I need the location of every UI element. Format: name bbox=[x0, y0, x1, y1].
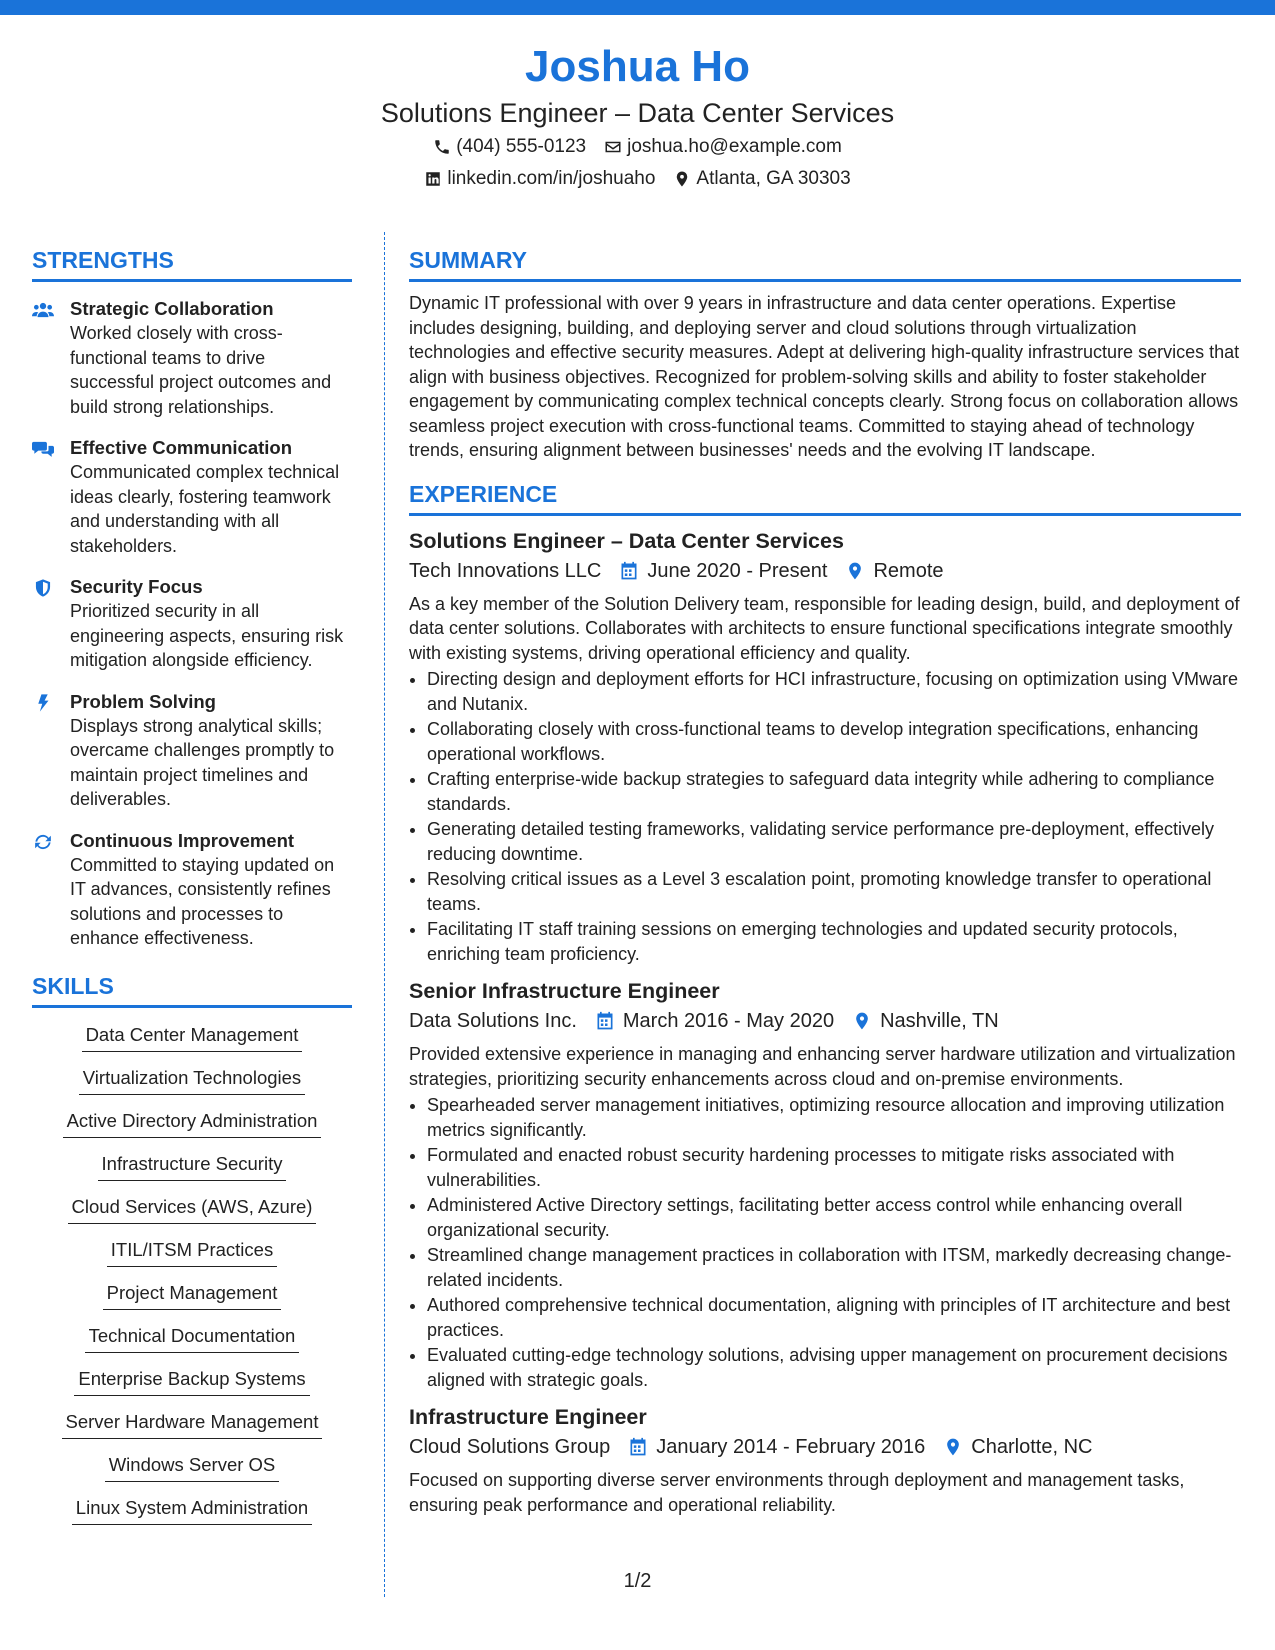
job-title: Infrastructure Engineer bbox=[409, 1405, 647, 1429]
candidate-name: Joshua Ho bbox=[525, 42, 750, 91]
job-bullets bbox=[409, 1093, 1241, 1392]
experience-heading: EXPERIENCE bbox=[409, 479, 1241, 516]
skill-item: Windows Server OS bbox=[105, 1452, 280, 1482]
company-name: Tech Innovations LLC bbox=[409, 559, 602, 582]
job-description: As a key member of the Solution Delivery team, responsible for leading design, build, and deployment of data center solutions. Collaborates with architects to ensure functional specifications integrate smoothly with existing systems, driving operational efficiency and quality. bbox=[409, 593, 1240, 663]
calendar-icon bbox=[628, 1437, 648, 1457]
map-pin-icon bbox=[845, 561, 865, 581]
skill-item: Data Center Management bbox=[82, 1022, 303, 1052]
list-item: • Directing design and deployment efforts for HCI infrastructure, focusing on optimization using VMware and Nutanix. bbox=[427, 667, 1241, 716]
strength-item bbox=[32, 828, 352, 951]
candidate-title: Solutions Engineer – Data Center Services bbox=[380, 98, 895, 128]
list-item: • Evaluated cutting-edge technology solutions, advising upper management on procurement decisions aligned with strategic goals. bbox=[427, 1343, 1241, 1392]
job-dates: January 2014 - February 2016 bbox=[656, 1436, 926, 1458]
list-item: • Authored comprehensive technical documentation, aligning with principles of IT architecture and best practices. bbox=[427, 1293, 1241, 1342]
strength-title: Problem Solving bbox=[70, 690, 216, 712]
list-item: • Facilitating IT staff training sessions on emerging technologies and updated security protocols, enriching team proficiency. bbox=[427, 917, 1241, 966]
list-item: • Resolving critical issues as a Level 3 escalation point, promoting knowledge transfer to operational teams. bbox=[427, 867, 1241, 916]
strength-title: Security Focus bbox=[70, 576, 203, 597]
list-item: • Collaborating closely with cross-functional teams to develop integration specifications, enhancing operational workflows. bbox=[427, 717, 1241, 766]
job-meta bbox=[409, 1006, 1241, 1036]
skills-list bbox=[32, 1022, 352, 1538]
phone-contact bbox=[433, 132, 586, 162]
location-contact bbox=[673, 164, 850, 194]
strength-title: Continuous Improvement bbox=[70, 829, 295, 851]
column-divider bbox=[384, 232, 385, 1597]
strength-item bbox=[32, 296, 352, 419]
bolt-icon bbox=[32, 693, 54, 713]
location-text: Atlanta, GA 30303 bbox=[696, 168, 851, 189]
list-item: • Administered Active Directory settings, facilitating better access control while enhancing overall organizational security. bbox=[427, 1193, 1241, 1242]
chat-icon bbox=[32, 439, 54, 459]
list-item: • Streamlined change management practices in collaboration with ITSM, markedly decreasing change-related incidents. bbox=[427, 1243, 1241, 1292]
strength-item bbox=[32, 435, 352, 558]
skills-heading: SKILLS bbox=[32, 971, 352, 1008]
skill-item: Virtualization Technologies bbox=[79, 1065, 305, 1095]
list-item: • Formulated and enacted robust security hardening processes to mitigate risks associated with vulnerabilities. bbox=[427, 1143, 1241, 1192]
linkedin-icon bbox=[424, 170, 442, 188]
skill-item: Server Hardware Management bbox=[62, 1409, 323, 1439]
skill-item: ITIL/ITSM Practices bbox=[107, 1237, 277, 1267]
strengths-heading: STRENGTHS bbox=[32, 245, 352, 282]
skill-item: Active Directory Administration bbox=[63, 1108, 322, 1138]
job-location: Remote bbox=[873, 559, 944, 582]
job-entry bbox=[409, 1402, 1241, 1517]
job-meta bbox=[409, 556, 1241, 586]
summary-heading: SUMMARY bbox=[409, 245, 1241, 282]
job-dates: June 2020 - Present bbox=[647, 559, 828, 582]
company-name: Data Solutions Inc. bbox=[409, 1010, 577, 1032]
resume-header bbox=[0, 40, 1275, 194]
refresh-icon bbox=[32, 832, 54, 852]
linkedin-contact[interactable] bbox=[424, 164, 655, 194]
strengths-list bbox=[32, 296, 352, 951]
job-description: Provided extensive experience in managing and enhancing server hardware utilization and virtualization strategies, prioritizing security enhancements across cloud and on-premise environments. bbox=[409, 1044, 1236, 1089]
job-description: Focused on supporting diverse server environments through deployment and management tasks, ensuring peak performance and operational reliability. bbox=[409, 1470, 1185, 1515]
summary-text: Dynamic IT professional with over 9 years in infrastructure and data center operations. Expertise includes designing, building, and deploying server and cloud solutions through virtualization technologies and effective security measures. Adept at delivering high-quality infrastructure services that align with business objectives. Recognized for problem-solving skills and ability to foster stakeholder engagement by communicating complex technical concepts clearly. Strong focus on collaboration allows seamless project execution with cross-functional teams. Committed to staying ahead of technology trends, ensuring alignment between businesses' needs and the evolving IT landscape. bbox=[409, 293, 1240, 460]
right-column bbox=[409, 245, 1241, 1517]
job-location: Charlotte, NC bbox=[971, 1436, 1093, 1458]
skill-item: Project Management bbox=[103, 1280, 282, 1310]
strength-description: Committed to staying updated on IT advances, consistently refines solutions and processes to enhance effectiveness. bbox=[70, 854, 335, 948]
shield-icon bbox=[32, 578, 54, 598]
email-contact[interactable] bbox=[604, 132, 842, 162]
job-title: Senior Infrastructure Engineer bbox=[409, 979, 720, 1003]
top-accent-bar bbox=[0, 0, 1275, 15]
skill-item: Enterprise Backup Systems bbox=[74, 1366, 309, 1396]
strength-description: Displays strong analytical skills; overcame challenges promptly to maintain project timelines and deliverables. bbox=[70, 715, 335, 809]
job-location: Nashville, TN bbox=[880, 1010, 999, 1032]
skill-item: Infrastructure Security bbox=[98, 1151, 287, 1181]
list-item: • Spearheaded server management initiatives, optimizing resource allocation and improving utilization metrics significantly. bbox=[427, 1093, 1241, 1142]
phone-number: (404) 555-0123 bbox=[456, 136, 587, 157]
job-meta bbox=[409, 1432, 1241, 1462]
strength-description: Communicated complex technical ideas clearly, fostering teamwork and understanding with all stakeholders. bbox=[70, 462, 340, 556]
phone-icon bbox=[433, 138, 451, 156]
job-title: Solutions Engineer – Data Center Services bbox=[409, 528, 844, 553]
job-entry bbox=[409, 976, 1241, 1392]
list-item: • Crafting enterprise-wide backup strategies to safeguard data integrity while adhering to compliance standards. bbox=[427, 767, 1241, 816]
map-pin-icon bbox=[673, 170, 691, 188]
job-dates: March 2016 - May 2020 bbox=[622, 1010, 835, 1032]
users-icon bbox=[32, 300, 54, 320]
strength-description: Worked closely with cross-functional teams to drive successful project outcomes and build strong relationships. bbox=[70, 323, 332, 417]
list-item: • Generating detailed testing frameworks, validating service performance pre-deployment, effectively reducing downtime. bbox=[427, 817, 1241, 866]
company-name: Cloud Solutions Group bbox=[409, 1436, 611, 1458]
linkedin-url[interactable]: linkedin.com/in/joshuaho bbox=[447, 168, 656, 189]
left-column bbox=[32, 245, 352, 1538]
strength-description: Prioritized security in all engineering aspects, ensuring risk mitigation alongside efficiency. bbox=[70, 601, 344, 670]
skill-item: Technical Documentation bbox=[85, 1323, 300, 1353]
strength-item bbox=[32, 574, 352, 673]
contact-row-2 bbox=[0, 164, 1275, 194]
envelope-icon bbox=[604, 138, 622, 156]
page-number: 1/2 bbox=[623, 1570, 652, 1592]
calendar-icon bbox=[595, 1011, 615, 1031]
email-address[interactable]: joshua.ho@example.com bbox=[627, 136, 842, 157]
map-pin-icon bbox=[943, 1437, 963, 1457]
strength-title: Effective Communication bbox=[70, 437, 293, 458]
strength-title: Strategic Collaboration bbox=[70, 298, 274, 319]
map-pin-icon bbox=[852, 1011, 872, 1031]
calendar-icon bbox=[619, 561, 639, 581]
skill-item: Cloud Services (AWS, Azure) bbox=[68, 1194, 317, 1224]
strength-item bbox=[32, 689, 352, 812]
job-bullets bbox=[409, 667, 1241, 966]
job-entry bbox=[409, 526, 1241, 967]
skill-item: Linux System Administration bbox=[72, 1495, 312, 1525]
contact-row-1 bbox=[0, 132, 1275, 162]
